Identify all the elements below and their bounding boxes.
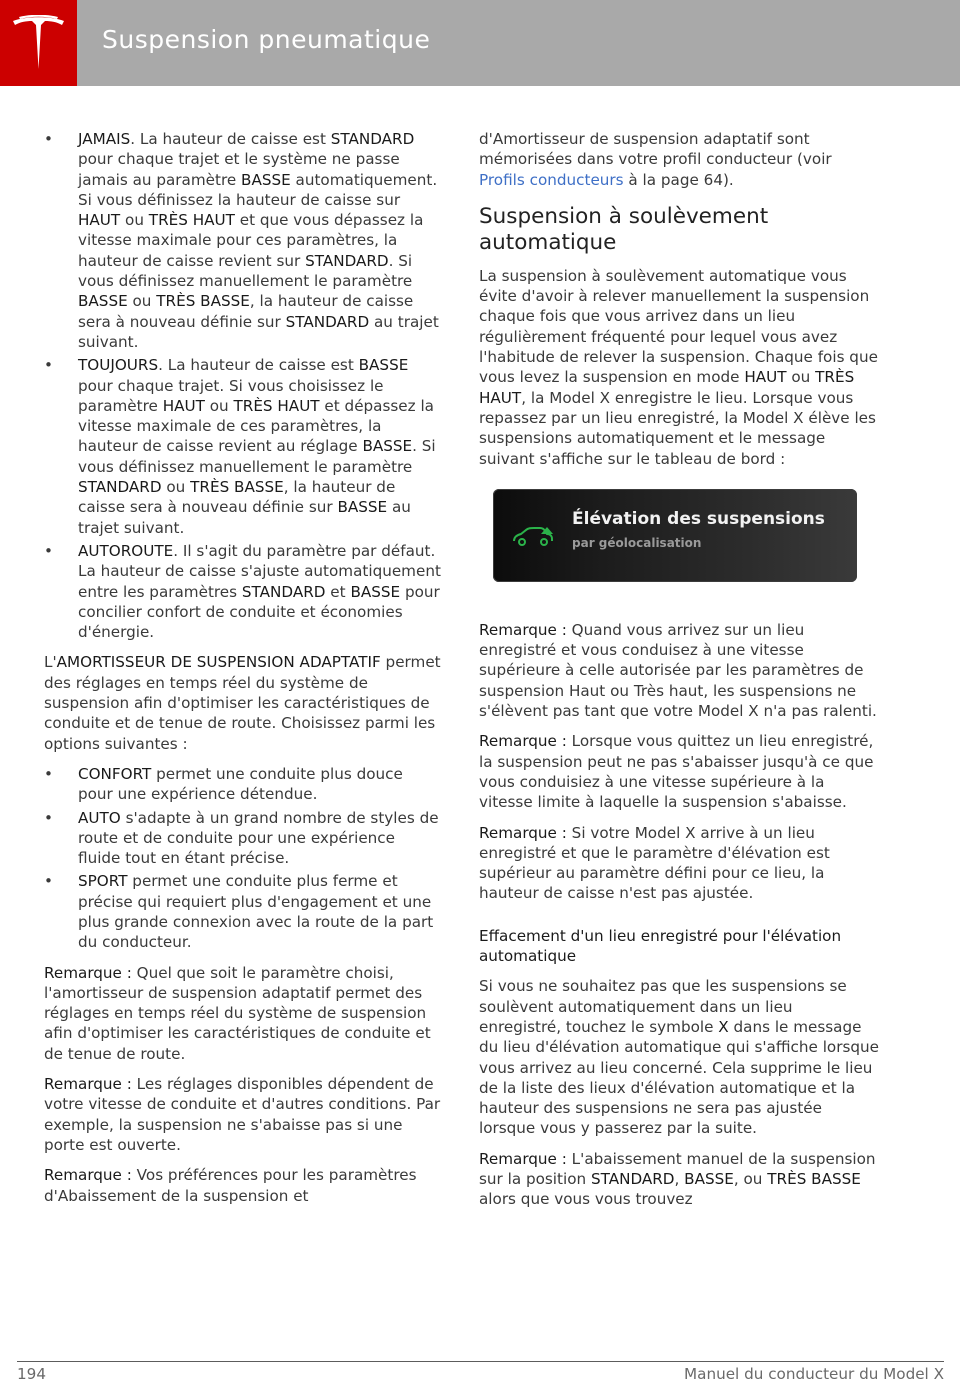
tesla-logo-block bbox=[0, 0, 77, 86]
note-paragraph bbox=[44, 1165, 442, 1206]
page-title: Suspension pneumatique bbox=[102, 25, 431, 54]
option-keyword: SPORT bbox=[78, 872, 128, 891]
option-keyword: TOUJOURS bbox=[78, 356, 159, 375]
car-raise-icon bbox=[511, 525, 557, 547]
emphasized-term: STANDARD bbox=[78, 478, 162, 497]
emphasized-term: AMORTISSEUR DE SUSPENSION ADAPTATIF bbox=[56, 653, 381, 672]
note-label: Remarque : bbox=[44, 963, 132, 982]
footer-divider bbox=[17, 1361, 944, 1362]
note-text: Si votre Model X arrive à un lieu enregistré et que le paramètre d'élévation est supérieur au paramètre défini pour ce lieu, la hauteur de caisse n'est pas ajustée. bbox=[479, 823, 830, 903]
damping-intro-paragraph: L'AMORTISSEUR DE SUSPENSION ADAPTATIF permet des réglages en temps réel du système de suspension afin d'optimiser les caractéristiques de conduite et de tenue de route. Choisissez parmi les options suivantes : bbox=[44, 653, 441, 753]
note-paragraph bbox=[479, 823, 879, 904]
list-item: • JAMAIS. La hauteur de caisse est STANDARD pour chaque trajet et le système ne passe jamais au paramètre BASSE automatiquement. Si vous définissez la hauteur de caisse sur HAUT ou TRÈS HAUT et que vous dépassez la vitesse maximale pour ces paramètres, la hauteur de caisse revient sur STANDARD. Si vous définissez manuellement le paramètre BASSE ou TRÈS BASSE, la hauteur de caisse sera à nouveau définie sur STANDARD au trajet suivant. bbox=[44, 129, 442, 352]
emphasized-term: HAUT bbox=[162, 396, 205, 415]
dashboard-message-image bbox=[493, 489, 857, 582]
emphasized-term: TRÈS HAUT bbox=[148, 211, 235, 230]
note-paragraph bbox=[479, 731, 879, 812]
emphasized-term: BASSE bbox=[362, 437, 413, 456]
dashboard-message-subtitle: par géolocalisation bbox=[572, 535, 702, 550]
emphasized-term: STANDARD bbox=[285, 312, 370, 331]
subsection-heading: Effacement d'un lieu enregistré pour l'élévation automatique bbox=[479, 926, 842, 966]
emphasized-term: STANDARD bbox=[241, 582, 326, 601]
option-keyword: AUTO bbox=[78, 808, 121, 827]
list-item: • AUTOROUTE. Il s'agit du paramètre par défaut. La hauteur de caisse s'ajuste automatiquement entre les paramètres STANDARD et BASSE pour concilier confort de conduite et économies d'énergie. bbox=[44, 541, 442, 642]
note-paragraph bbox=[479, 620, 879, 721]
section-heading: Suspension à soulèvement automatique bbox=[479, 203, 769, 255]
emphasized-term: HAUT bbox=[744, 368, 787, 387]
note-text: Quel que soit le paramètre choisi, l'amortisseur de suspension adaptatif permet des réglages en temps réel du système de suspension afin d'optimiser les caractéristiques de conduite et de tenue de route. bbox=[44, 963, 431, 1063]
emphasized-term: TRÈS HAUT bbox=[479, 368, 855, 407]
emphasized-term: STANDARD bbox=[330, 130, 415, 148]
note-text: Les réglages disponibles dépendent de votre vitesse de conduite et d'autres conditions. Par exemple, la suspension ne s'abaisse pas si une porte est ouverte. bbox=[44, 1075, 441, 1154]
emphasized-term: STANDARD bbox=[305, 251, 389, 270]
emphasized-term: TRÈS BASSE bbox=[190, 478, 284, 497]
note-text: Vos préférences pour les paramètres d'Abaissement de la suspension et bbox=[44, 1166, 417, 1205]
note-paragraph bbox=[44, 963, 442, 1064]
emphasized-term: BASSE bbox=[684, 1169, 734, 1188]
list-item: • AUTO s'adapte à un grand nombre de styles de route et de conduite pour une expérience fluide tout en étant précise. bbox=[44, 808, 442, 869]
clear-location-paragraph: Si vous ne souhaitez pas que les suspensions se soulèvent automatiquement dans un lieu enregistré, touchez le symbole X dans le message du lieu d'élévation automatique qui s'affiche lorsque vous arrivez au lieu concerné. Cela supprime le lieu de la liste des lieux d'élévation automatique et la hauteur des suspensions ne sera pas ajustée lorsque vous y passerez par la suite. bbox=[479, 977, 879, 1138]
note-label: Remarque : bbox=[479, 823, 567, 842]
note-text: Lorsque vous quittez un lieu enregistré, la suspension peut ne pas s'abaisser jusqu'à ce que vous conduisiez à une vitesse supérieure à la vitesse limite à laquelle la suspension s'abaisse. bbox=[479, 732, 874, 812]
continuation-paragraph: d'Amortisseur de suspension adaptatif sont mémorisées dans votre profil conducteur (voir Profils conducteurs à la page 64). bbox=[479, 130, 832, 189]
page-header bbox=[0, 0, 960, 86]
note-paragraph: Remarque : L'abaissement manuel de la suspension sur la position STANDARD, BASSE, ou TRÈS BASSE alors que vous vous trouvez bbox=[479, 1149, 876, 1209]
emphasized-term: TRÈS BASSE bbox=[767, 1169, 861, 1188]
damping-options-list bbox=[44, 764, 442, 953]
dashboard-message-title: Élévation des suspensions bbox=[572, 508, 825, 529]
list-item: • TOUJOURS. La hauteur de caisse est BASSE pour chaque trajet. Si vous choisissez le paramètre HAUT ou TRÈS HAUT et dépassez la vitesse maximale de ces paramètres, la hauteur de caisse revient au réglage BASSE. Si vous définissez manuellement le paramètre STANDARD ou TRÈS BASSE, la hauteur de caisse sera à nouveau définie sur BASSE au trajet suivant. bbox=[44, 355, 442, 538]
left-column bbox=[44, 129, 442, 1216]
ride-height-options-list bbox=[44, 129, 442, 642]
emphasized-term: BASSE bbox=[78, 292, 128, 311]
note-paragraph bbox=[44, 1074, 442, 1155]
emphasized-term: BASSE bbox=[350, 582, 401, 601]
note-label: Remarque : bbox=[479, 732, 567, 751]
manual-title: Manuel du conducteur du Model X bbox=[684, 1365, 944, 1383]
list-item: • CONFORT permet une conduite plus douce pour une expérience détendue. bbox=[44, 764, 442, 805]
right-column bbox=[479, 129, 879, 1220]
page-number: 194 bbox=[17, 1365, 46, 1383]
note-label: Remarque : bbox=[479, 620, 567, 639]
dashboard-message-figure bbox=[493, 489, 857, 582]
emphasized-term: TRÈS HAUT bbox=[233, 396, 320, 415]
note-label: Remarque : bbox=[44, 1166, 132, 1185]
tesla-logo-icon bbox=[11, 15, 66, 71]
note-label: Remarque : bbox=[479, 1149, 567, 1168]
option-keyword: CONFORT bbox=[78, 764, 152, 783]
note-label: Remarque : bbox=[44, 1075, 132, 1094]
emphasized-term: X bbox=[718, 1017, 729, 1036]
note-text: Quand vous arrivez sur un lieu enregistré et vous conduisez à une vitesse supérieure à celle autorisée par les paramètres de suspension Haut ou Très haut, les suspensions ne s'élèvent pas tant que votre Model X n'a pas ralenti. bbox=[479, 620, 877, 721]
cross-reference-link[interactable]: Profils conducteurs bbox=[479, 170, 624, 189]
option-keyword: AUTOROUTE bbox=[78, 541, 174, 560]
emphasized-term: BASSE bbox=[337, 498, 388, 517]
emphasized-term: TRÈS BASSE bbox=[156, 292, 250, 311]
emphasized-term: BASSE bbox=[358, 356, 409, 375]
option-keyword: JAMAIS bbox=[78, 130, 131, 148]
emphasized-term: BASSE bbox=[241, 170, 291, 189]
emphasized-term: HAUT bbox=[78, 211, 121, 230]
section-paragraph: La suspension à soulèvement automatique vous évite d'avoir à relever manuellement la suspension chaque fois que vous arrivez dans un lieu régulièrement fréquenté pour lequel vous avez l'habitude de relever la suspension. Chaque fois que vous levez la suspension en mode HAUT ou TRÈS HAUT, la Model X enregistre le lieu. Lorsque vous repassez par un lieu enregistré, la Model X élève les suspensions automatiquement et le message suivant s'affiche sur le tableau de bord : bbox=[479, 266, 878, 468]
list-item: • SPORT permet une conduite plus ferme et précise qui requiert plus d'engagement et une plus grande connexion avec la route de la part du conducteur. bbox=[44, 871, 442, 952]
emphasized-term: STANDARD bbox=[590, 1169, 675, 1188]
